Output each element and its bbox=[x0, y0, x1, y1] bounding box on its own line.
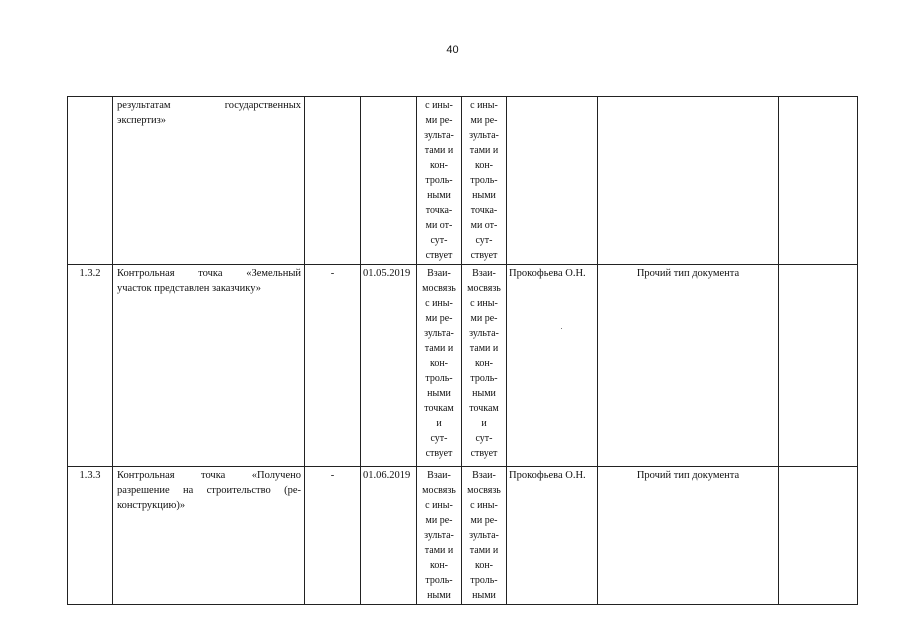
cell-relationship-a bbox=[417, 97, 462, 265]
relationship-line: троль- bbox=[470, 373, 498, 384]
name-line: конструкцию)» bbox=[117, 500, 186, 511]
relationship-line: ми от- bbox=[425, 220, 453, 231]
responsible-name: Прокофьева О.Н. bbox=[509, 268, 586, 279]
relationship-line: ми ре- bbox=[425, 115, 453, 126]
cell-date bbox=[361, 265, 417, 467]
relationship-line: кон- bbox=[429, 560, 449, 571]
relationship-line: сут- bbox=[475, 433, 493, 444]
cell-predecessor bbox=[305, 467, 361, 605]
relationship-line: Взаи- bbox=[427, 268, 451, 279]
relationship-line: ми ре- bbox=[425, 313, 453, 324]
relationship-line: тами и bbox=[469, 343, 499, 354]
relationship-line: ствует bbox=[425, 448, 453, 459]
relationship-line: ствует bbox=[470, 250, 498, 261]
cell-extra bbox=[779, 467, 858, 605]
name-line: экспертиз» bbox=[117, 115, 167, 126]
relationship-line: троль- bbox=[425, 373, 453, 384]
cell-responsible bbox=[507, 467, 598, 605]
table-row bbox=[68, 265, 858, 467]
cell-responsible bbox=[507, 265, 598, 467]
relationship-line: троль- bbox=[425, 575, 453, 586]
relationship-line: троль- bbox=[470, 175, 498, 186]
relationship-line: и bbox=[481, 418, 487, 429]
relationship-line: с ины- bbox=[470, 100, 498, 111]
relationship-line: с ины- bbox=[425, 500, 453, 511]
item-number: 1.3.2 bbox=[79, 268, 101, 279]
relationship-line: Взаи- bbox=[472, 268, 496, 279]
predecessor-value: - bbox=[330, 470, 335, 481]
table-row bbox=[68, 467, 858, 605]
cell-name bbox=[113, 467, 305, 605]
relationship-line: зульта- bbox=[424, 530, 454, 541]
relationship-line: ными bbox=[427, 388, 451, 399]
schedule-table bbox=[67, 96, 858, 605]
cell-extra bbox=[779, 265, 858, 467]
relationship-line: кон- bbox=[429, 160, 449, 171]
relationship-line: и bbox=[436, 418, 442, 429]
relationship-line: ствует bbox=[470, 448, 498, 459]
relationship-line: зульта- bbox=[469, 328, 499, 339]
cell-document-type bbox=[598, 467, 779, 605]
relationship-line: тами и bbox=[424, 545, 454, 556]
cell-number bbox=[68, 467, 113, 605]
responsible-name: Прокофьева О.Н. bbox=[509, 470, 586, 481]
cell-relationship-b bbox=[462, 467, 507, 605]
relationship-line: ми ре- bbox=[425, 515, 453, 526]
table-row bbox=[68, 97, 858, 265]
relationship-line: ными bbox=[427, 590, 451, 601]
relationship-line: тами и bbox=[424, 145, 454, 156]
name-line: Контрольная точка «Земельный bbox=[117, 268, 301, 279]
cell-date bbox=[361, 467, 417, 605]
relationship-line: троль- bbox=[425, 175, 453, 186]
relationship-line: мосвязь bbox=[422, 485, 456, 496]
scan-speck bbox=[561, 328, 562, 329]
cell-name bbox=[113, 97, 305, 265]
cell-date bbox=[361, 97, 417, 265]
relationship-line: зульта- bbox=[469, 530, 499, 541]
relationship-line: кон- bbox=[429, 358, 449, 369]
date-value: 01.06.2019 bbox=[363, 470, 411, 481]
predecessor-value: - bbox=[330, 268, 335, 279]
relationship-line: зульта- bbox=[469, 130, 499, 141]
relationship-line: Взаи- bbox=[427, 470, 451, 481]
relationship-line: зульта- bbox=[424, 130, 454, 141]
relationship-line: ными bbox=[472, 590, 496, 601]
relationship-line: ми ре- bbox=[470, 313, 498, 324]
relationship-line: тами и bbox=[424, 343, 454, 354]
item-number: 1.3.3 bbox=[79, 470, 101, 481]
relationship-line: тами и bbox=[469, 545, 499, 556]
cell-relationship-a bbox=[417, 467, 462, 605]
cell-document-type bbox=[598, 265, 779, 467]
document-type: Прочий тип документа bbox=[636, 268, 740, 279]
date-value: 01.05.2019 bbox=[363, 268, 411, 279]
relationship-line: кон- bbox=[474, 358, 494, 369]
page-number: 40 bbox=[446, 44, 459, 56]
relationship-line: с ины- bbox=[470, 298, 498, 309]
relationship-line: точка- bbox=[470, 205, 498, 216]
relationship-line: сут- bbox=[430, 433, 448, 444]
document-type: Прочий тип документа bbox=[636, 470, 740, 481]
relationship-line: мосвязь bbox=[467, 485, 501, 496]
cell-number bbox=[68, 265, 113, 467]
relationship-line: с ины- bbox=[425, 298, 453, 309]
cell-name bbox=[113, 265, 305, 467]
relationship-line: зульта- bbox=[424, 328, 454, 339]
cell-predecessor bbox=[305, 97, 361, 265]
relationship-line: точка- bbox=[425, 205, 453, 216]
name-line: участок представлен заказчику» bbox=[117, 283, 261, 294]
relationship-line: ми ре- bbox=[470, 515, 498, 526]
name-line: Контрольная точка «Получено bbox=[117, 470, 301, 481]
relationship-line: Взаи- bbox=[472, 470, 496, 481]
relationship-line: мосвязь bbox=[467, 283, 501, 294]
relationship-line: ными bbox=[472, 388, 496, 399]
relationship-line: с ины- bbox=[470, 500, 498, 511]
relationship-line: ствует bbox=[425, 250, 453, 261]
cell-document-type bbox=[598, 97, 779, 265]
relationship-line: ными bbox=[472, 190, 496, 201]
relationship-line: троль- bbox=[470, 575, 498, 586]
cell-extra bbox=[779, 97, 858, 265]
relationship-line: ми ре- bbox=[470, 115, 498, 126]
cell-predecessor bbox=[305, 265, 361, 467]
relationship-line: сут- bbox=[430, 235, 448, 246]
name-line: разрешение на строительство (ре- bbox=[117, 485, 301, 496]
relationship-line: точкам bbox=[469, 403, 499, 414]
relationship-line: кон- bbox=[474, 560, 494, 571]
relationship-line: кон- bbox=[474, 160, 494, 171]
cell-relationship-a bbox=[417, 265, 462, 467]
relationship-line: с ины- bbox=[425, 100, 453, 111]
cell-relationship-b bbox=[462, 265, 507, 467]
cell-responsible bbox=[507, 97, 598, 265]
relationship-line: мосвязь bbox=[422, 283, 456, 294]
relationship-line: точкам bbox=[424, 403, 454, 414]
cell-number bbox=[68, 97, 113, 265]
relationship-line: ными bbox=[427, 190, 451, 201]
relationship-line: ми от- bbox=[470, 220, 498, 231]
relationship-line: сут- bbox=[475, 235, 493, 246]
relationship-line: тами и bbox=[469, 145, 499, 156]
cell-relationship-b bbox=[462, 97, 507, 265]
name-line: результатам государственных bbox=[117, 100, 301, 111]
